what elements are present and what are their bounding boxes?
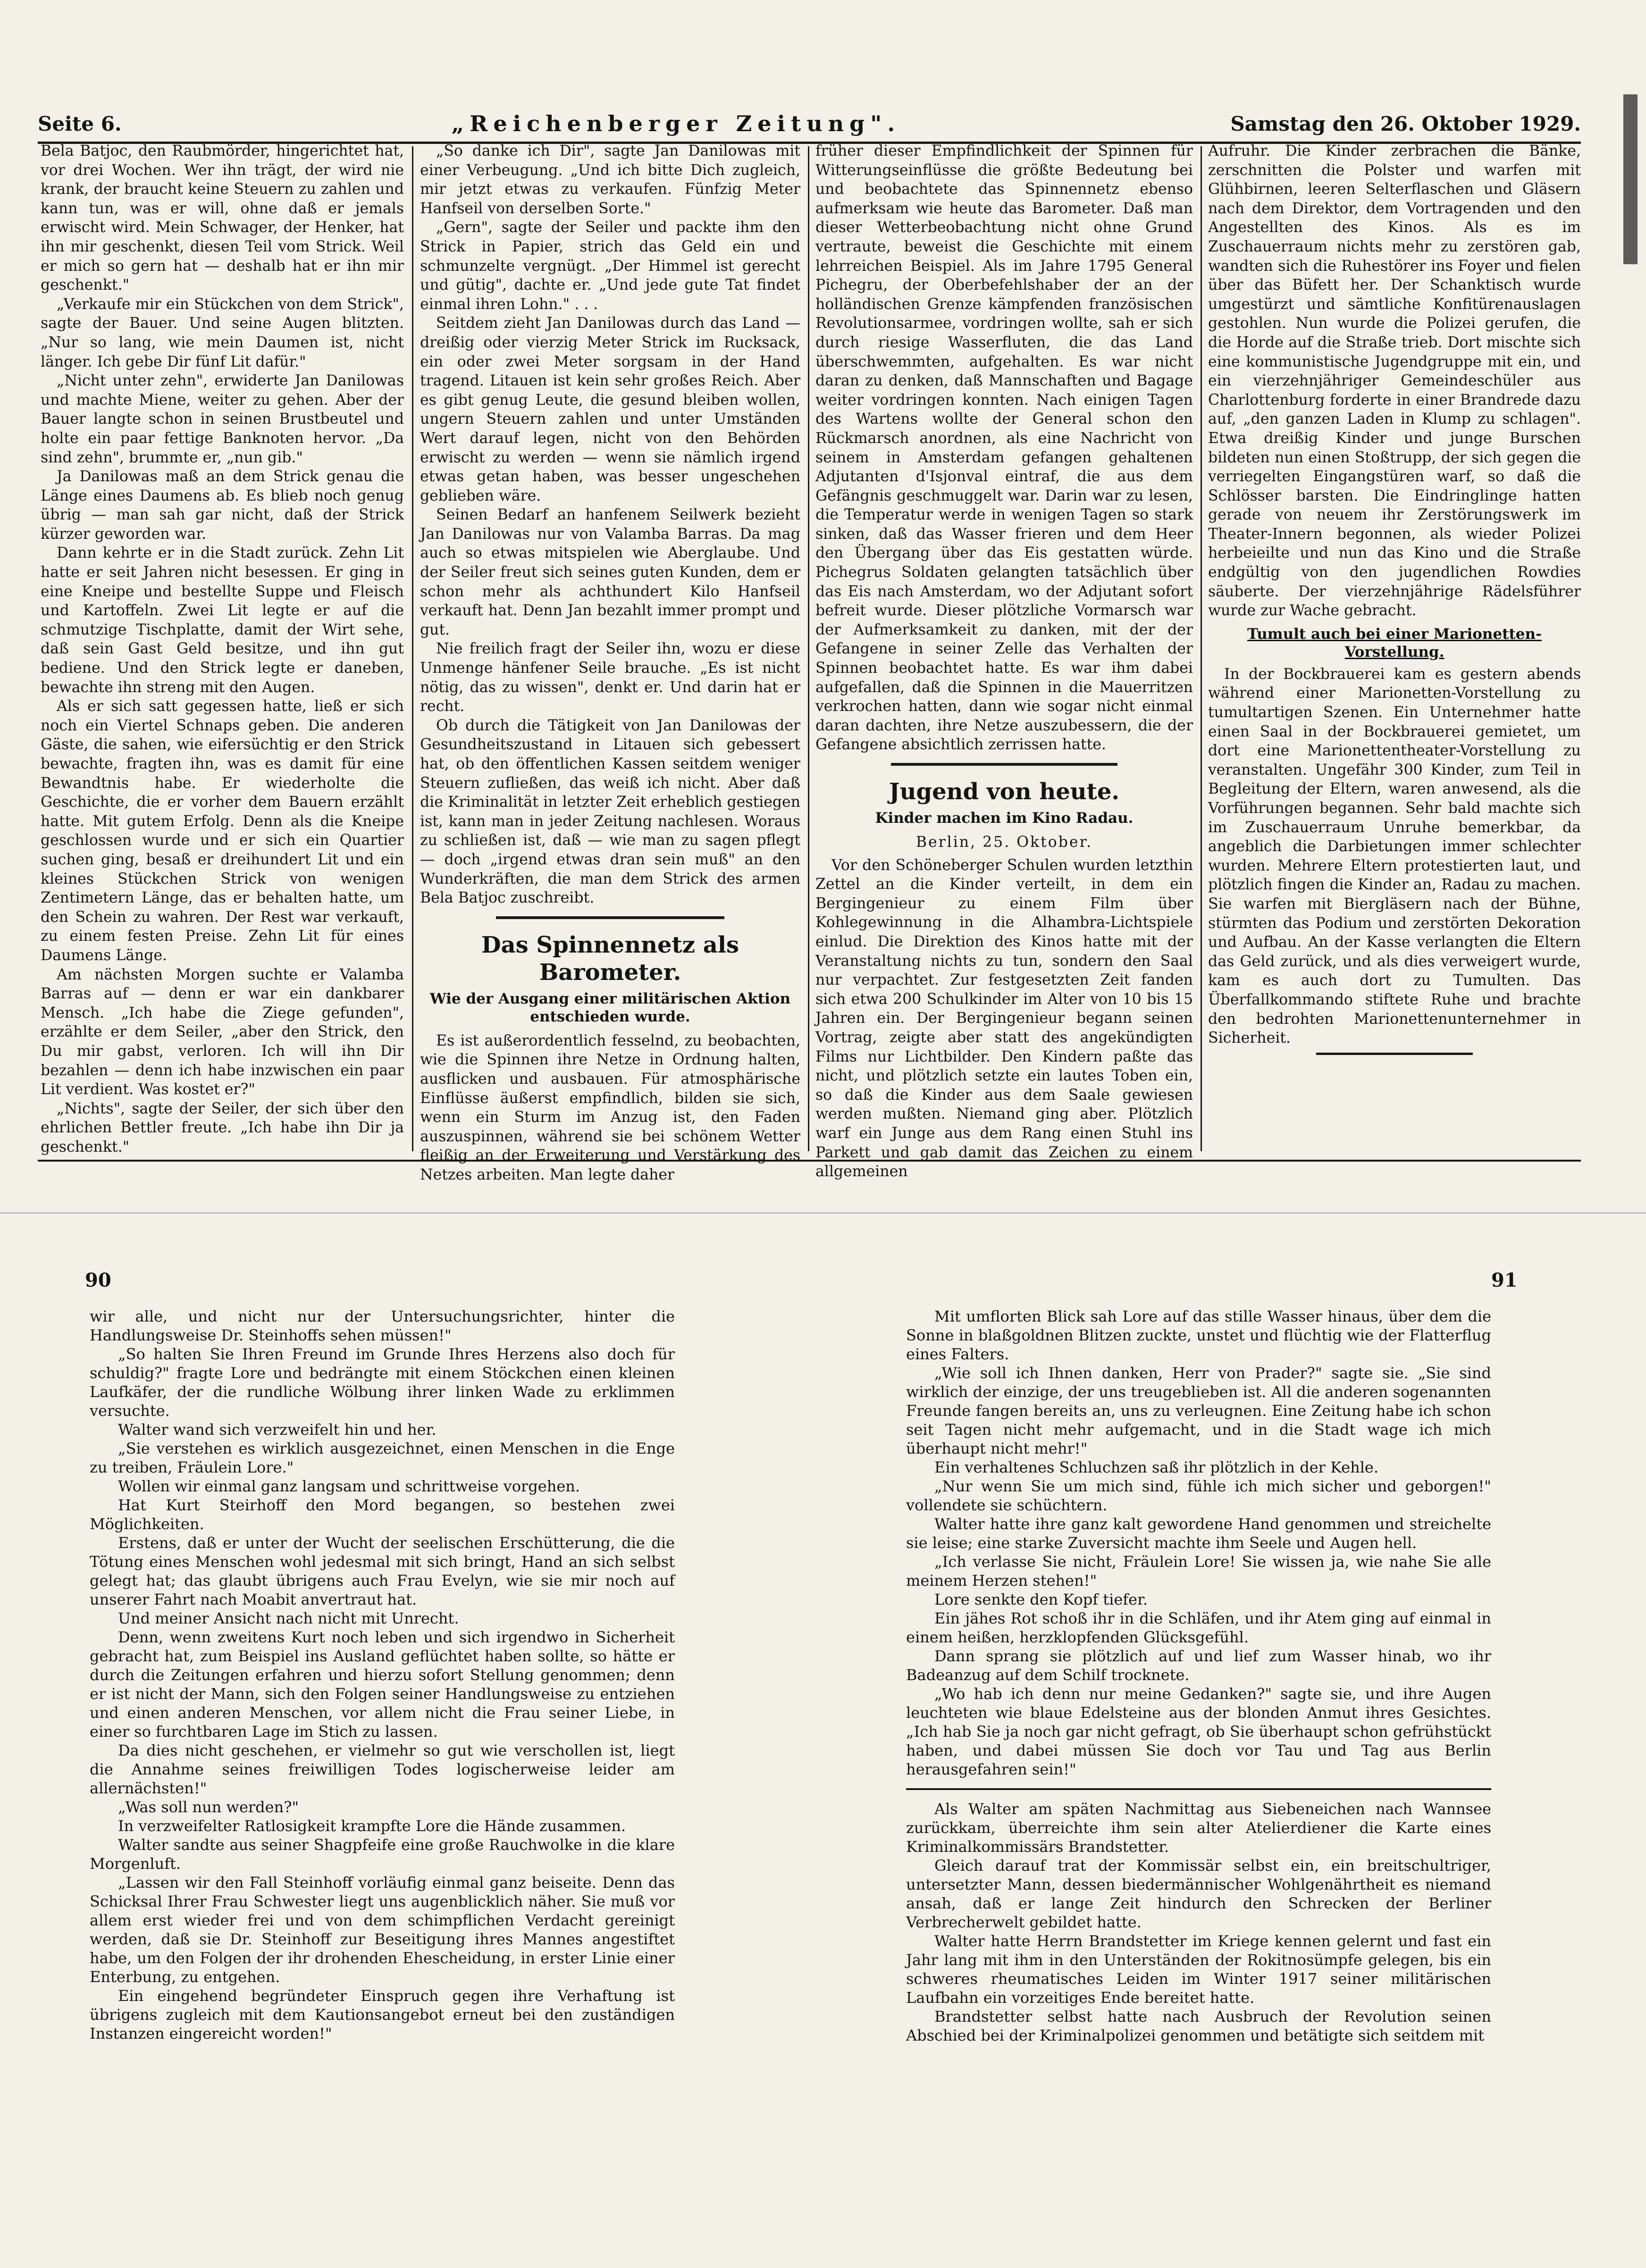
novel-paragraph: „Was soll nun werden?"	[118, 1798, 299, 1816]
dateline: Berlin, 25. Oktober.	[915, 834, 1093, 851]
novel-paragraph: wir alle, und nicht nur der Untersuchungsrichter, hinter die Handlungsweise Dr. Steinhoffs sehen müssen!"	[90, 1307, 675, 1344]
story-paragraph: Ja Danilowas maß an dem Strick genau die Länge eines Daumens ab. Es blieb noch genug übrig — man sah gar nicht, daß der Strick kürzer geworden war.	[41, 468, 404, 543]
novel-paragraph: „Wo hab ich denn nur meine Gedanken?" sagte sie, und ihre Augen leuchteten wie blaue Edelsteine aus der blonden Anmut ihres Gesichtes. „Ich hab Sie ja noch gar nicht gefragt, ob Sie überhaupt schon gefrühstückt haben, und dabei müssen Sie doch vor Tau und Tag aus Berlin herausgefahren sein!"	[906, 1685, 1491, 1778]
report-paragraph: Aufruhr. Die Kinder zerbrachen die Bänke, zerschnitten die Polster und warfen mit Glühbirnen, leeren Selterflaschen und Gläsern nach dem Direktor, dem Vortragenden und den Angestellten des Kinos. Als es im Zuschauerraum nichts mehr zu zerstören gab, wandten sich die Ruhestörer ins Foyer und fielen über das Büfett her. Der Schanktisch wurde umgestürzt und sämtliche Konfitürenauslagen gestohlen. Nun wurde die Polizei gerufen, die die Horde auf die Straße trieb. Dort mischte sich eine kommunistische Jugendgruppe mit ein, und ein vierzehnjähriger Gemeindeschüler aus Charlottenburg forderte in einer Brandrede dazu auf, „den ganzen Laden in Klump zu schlagen". Etwa dreißig Kinder und junge Burschen bildeten nun einen Stoßtrupp, der sich gegen die verriegelten Eingangstüren warf, so daß die Schlösser barsten. Die Eindringlinge hatten gerade von neuem ihr Zerstörungswerk im Theater-Innern begonnen, als wieder Polizei herbeieilte und nun das Kino und die Straße endgültig von den jugendlichen Rowdies säuberte. Der vierzehnjährige Rädelsführer wurde zur Wache gebracht.	[1208, 142, 1581, 619]
separator-rule	[1316, 1053, 1473, 1055]
separator-rule	[496, 916, 724, 919]
section-rule	[38, 1160, 1581, 1162]
story-paragraph: „Nichts", sagte der Seiler, der sich über den ehrlichen Bettler freute. „Ich habe ihn Dir ja geschenkt."	[41, 1100, 404, 1155]
story-paragraph: Ob durch die Tätigkeit von Jan Danilowas der Gesundheitszustand in Litauen sich gebessert hat, ob den öffentlichen Kassen seitdem weniger Steuern zufließen, das weiß ich nicht. Aber daß die Kriminalität in letzter Zeit erheblich gestiegen ist, kann man in jeder Zeitung nachlesen. Woraus zu schließen ist, daß — wie man zu sagen pflegt — doch „irgend etwas dran sein muß" an den Wunderkräften, die man dem Strick des armen Bela Batjoc zuschreibt.	[420, 717, 800, 907]
story-paragraph: Als er sich satt gegessen hatte, ließ er sich noch ein Viertel Schnaps geben. Die anderen Gäste, die sahen, wie eifersüchtig er den Strick bewachte, fragten ihn, was es damit für eine Bewandtnis habe. Er wiederholte die Geschichte, die er vorher dem Bauern erzählt hatte. Mit gutem Erfolg. Denn als die Kneipe geschlossen wurde und er sich ein Quartier suchen ging, besaß er dreihundert Lit und ein kleines Stückchen Strick von wenigen Zentimetern Länge, das er behalten hatte, um den Schein zu wahren. Der Rest war verkauft, zu einem festen Preise. Zehn Lit für eines Daumens Länge.	[41, 698, 404, 964]
page-label: Seite 6.	[38, 112, 122, 135]
story-paragraph: Seinen Bedarf an hanfenem Seilwerk bezieht Jan Danilowas nur von Valamba Barras. Da mag auch so etwas mitspielen wie Aberglaube. Und der Seiler freut sich seines guten Kunden, dem er schon mehr als achthundert Kilo Hanfseil verkauft hat. Denn Jan bezahlt immer prompt und gut.	[420, 506, 800, 638]
novel-paragraph: Ein eingehend begründeter Einspruch gegen ihre Verhaftung ist übrigens zugleich mit dem Kautionsangebot erneut bei den zuständigen Instanzen eingereicht worden!"	[90, 1987, 675, 2042]
novel-paragraph: Ein verhaltenes Schluchzen saß ihr plötzlich in der Kehle.	[934, 1458, 1379, 1476]
novel-paragraph: Walter hatte Herrn Brandstetter im Kriege kennen gelernt und fast ein Jahr lang mit ihm in den Unterständen der Rokitnosümpfe gelegen, bis ein schweres rheumatisches Leiden im Winter 1917 seiner militärischen Laufbahn ein vorzeitiges Ende bereitet hatte.	[906, 1932, 1491, 2007]
report-paragraph: Vor den Schöneberger Schulen wurden letzthin Zettel an die Kinder verteilt, in dem ein Bergingenieur zu einem Film über Kohlegewinnung in die Alhambra-Lichtspiele einlud. Die Direktion des Kinos hatte mit der Veranstaltung nichts zu tun, sondern den Saal nur verpachtet. Zur festgesetzten Zeit fanden sich etwa 200 Schulkinder im Alter von 10 bis 15 Jahren ein. Der Bergingenieur begann seinen Vortrag, zeigte aber statt des angekündigten Films nur Lichtbilder. Den Kindern paßte das nicht, und plötzlich setzte ein lautes Toben ein, so daß die Kinder aus dem Saale gewiesen werden mußten. Niemand ging aber. Plötzlich warf ein Junge aus dem Rang einen Stuhl ins Parkett und gab damit das Zeichen zu einem allgemeinen	[815, 856, 1193, 1180]
story-paragraph: „So danke ich Dir", sagte Jan Danilowas mit einer Verbeugung. „Und ich bitte Dich zugleich, mir jetzt etwas zu verkaufen. Fünfzig Meter Hanfseil von derselben Sorte."	[420, 142, 800, 217]
novel-paragraph: Mit umflorten Blick sah Lore auf das stille Wasser hinaus, über dem die Sonne in blaßgoldnen Blitzen zuckte, unstet und flüchtig wie der Flatterflug eines Falters.	[906, 1307, 1491, 1363]
novel-paragraph: „So halten Sie Ihren Freund im Grunde Ihres Herzens also doch für schuldig?" fragte Lore und bedrängte mit einem Stöckchen einen kleinen Laufkäfer, der die rundliche Wölbung ihrer linken Wade zu erklimmen versuchte.	[90, 1345, 675, 1420]
column-3	[815, 142, 1193, 1180]
novel-paragraph: Wollen wir einmal ganz langsam und schrittweise vorgehen.	[118, 1477, 580, 1495]
section-separator	[906, 1788, 1491, 1790]
article-subhead: Wie der Ausgang einer militärischen Aktion entschieden wurde.	[429, 990, 791, 1025]
novel-paragraph: Hat Kurt Steirhoff den Mord begangen, so bestehen zwei Möglichkeiten.	[90, 1496, 675, 1533]
novel-paragraph: Erstens, daß er unter der Wucht der seelischen Erschütterung, die die Tötung eines Menschen wohl jedesmal mit sich bringt, Hand an sich selbst gelegt hat; das glaubt übrigens auch Frau Evelyn, wie sie mir noch auf unserer Fahrt nach Moabit anvertraut hat.	[90, 1534, 675, 1608]
novel-paragraph: Als Walter am späten Nachmittag aus Siebeneichen nach Wannsee zurückkam, überreichte ihm sein alter Atelierdiener die Karte eines Kriminalkommissärs Brandstetter.	[906, 1800, 1491, 1856]
novel-page-left	[90, 1307, 675, 2043]
novel-paragraph: Walter wand sich verzweifelt hin und her.	[118, 1421, 437, 1439]
story-paragraph: Am nächsten Morgen suchte er Valamba Barras auf — denn er war ein dankbarer Mensch. „Ich habe die Ziege gefunden", erzählte er dem Seiler, „aber den Strick, den Du mir gabst, verloren. Ich will ihn Dir bezahlen — denn ich habe inzwischen ein paar Lit verdient. Was kostet er?"	[41, 966, 404, 1098]
issue-date: Samstag den 26. Oktober 1929.	[1230, 112, 1581, 135]
column-divider	[1201, 146, 1202, 1151]
article-paragraph: Es ist außerordentlich fesselnd, zu beobachten, wie die Spinnen ihre Netze in Ordnung halten, ausflicken und ausbauen. Für atmosphärische Einflüsse äußerst empfindlich, bilden sie sich, wenn ein Sturm im Anzug ist, den Faden auszuspinnen, während sie bei schönem Wetter fleißig an der Erweiterung und Verstärkung des Netzes arbeiten. Man legte daher	[420, 1032, 800, 1183]
novel-paragraph: Denn, wenn zweitens Kurt noch leben und sich irgendwo in Sicherheit gebracht hat, zum Beispiel ins Ausland geflüchtet haben sollte, so hätte er durch die Zeitungen erfahren und hierzu sofort Stellung genommen; denn er ist nicht der Mann, sich den Folgen seiner Handlungsweise zu entziehen und einen anderen Menschen, vor allem nicht die Frau seiner Liebe, in einer so furchtbaren Lage im Stich zu lassen.	[90, 1628, 675, 1741]
story-paragraph: „Nicht unter zehn", erwiderte Jan Danilowas und machte Miene, weiter zu gehen. Aber der Bauer langte schon in seinen Brustbeutel und holte ein paar fettige Banknoten hervor. „Da sind zehn", brummte er, „nun gib."	[41, 372, 404, 466]
article-headline: Das Spinnennetz als Barometer.	[481, 931, 739, 986]
story-paragraph: Bela Batjoc, den Raubmörder, hingerichtet hat, vor drei Wochen. Wer ihn trägt, der wird nie krank, der braucht keine Steuern zu zahlen und kann tun, was er will, ohne daß er jemals erwischt wird. Mein Schwager, der Henker, hat ihn mir geschenkt, diesen Teil vom Strick. Weil er mich so gern hat — deshalb hat er ihn mir geschenkt."	[41, 142, 404, 294]
masthead	[38, 105, 1581, 142]
article-headline: Jugend von heute.	[889, 778, 1120, 805]
page-number-right: 91	[1491, 1269, 1518, 1291]
novel-paragraph: Lore senkte den Kopf tiefer.	[934, 1590, 1148, 1608]
novel-paragraph: Brandstetter selbst hatte nach Ausbruch der Revolution seinen Abschied bei der Kriminalpolizei genommen und betätigte sich seitdem mit	[906, 2008, 1491, 2044]
column-divider	[412, 146, 413, 1151]
story-paragraph: Nie freilich fragt der Seiler ihn, wozu er diese Unmenge hänfener Seile brauche. „Es ist nicht nötig, das zu wissen", denkt er. Und darin hat er recht.	[420, 640, 800, 715]
newspaper-title: „Reichenberger Zeitung".	[451, 111, 901, 136]
edge-strip	[1623, 94, 1638, 264]
novel-paragraph: Ein jähes Rot schoß ihr in die Schläfen, und ihr Atem ging auf einmal in einem heißen, herzklopfenden Glücksgefühl.	[906, 1609, 1491, 1646]
novel-paragraph: Gleich darauf trat der Kommissär selbst ein, ein breitschultriger, untersetzter Mann, dessen biedermännischer Wohlgenährtheit es niemand ansah, daß er lange Zeit hindurch den Schrecken der Berliner Verbrecherwelt gebildet hatte.	[906, 1857, 1491, 1931]
report-paragraph: In der Bockbrauerei kam es gestern abends während einer Marionetten-Vorstellung zu tumultartigen Szenen. Ein Unternehmer hatte einen Saal in der Bockbrauerei gemietet, um dort eine Marionettentheater-Vorstellung zu veranstalten. Ungefähr 300 Kinder, zum Teil in Begleitung der Eltern, waren anwesend, als die Vorführungen begannen. Sehr bald machte sich im Zuschauerraum Unruhe bemerkbar, da angeblich die Darbietungen immer schlechter wurden. Mehrere Eltern protestierten laut, und plötzlich fingen die Kinder an, Radau zu machen. Sie warfen mit Biergläsern nach der Bühne, stürmten das Podium und zerstörten Dekoration und Aufbau. An der Kasse verlangten die Eltern das Geld zurück, und als dies verweigert wurde, kam es auch dort zu Tumulten. Das Überfallkommando stiftete Ruhe und brachte den bedrohten Marionettenunternehmer in Sicherheit.	[1208, 665, 1581, 1047]
fold-rule	[0, 1213, 1646, 1214]
novel-paragraph: „Ich verlasse Sie nicht, Fräulein Lore! Sie wissen ja, wie nahe Sie alle meinem Herzen stehen!"	[906, 1553, 1491, 1590]
article-subhead: Tumult auch bei einer Marionetten-Vorstellung.	[1247, 625, 1542, 661]
novel-paragraph: Walter hatte ihre ganz kalt gewordene Hand genommen und streichelte sie leise; eine starke Zuversicht machte ihm Seele und Augen hell.	[906, 1515, 1491, 1552]
story-paragraph: Dann kehrte er in die Stadt zurück. Zehn Lit hatte er seit Jahren nicht besessen. Er ging in eine Kneipe und bestellte Suppe und Fleisch und Kartoffeln. Zwei Lit legte er auf die schmutzige Tischplatte, damit der Wirt sehe, daß sein Gast Geld besitze, und ihn gut bediene. Und den Strick legte er daneben, bewachte ihn streng mit den Augen.	[41, 544, 404, 696]
novel-paragraph: In verzweifelter Ratlosigkeit krampfte Lore die Hände zusammen.	[118, 1817, 626, 1835]
novel-paragraph: „Nur wenn Sie um mich sind, fühle ich mich sicher und geborgen!" vollendete sie schüchtern.	[906, 1477, 1491, 1514]
article-subhead: Kinder machen im Kino Radau.	[875, 810, 1134, 827]
column-2	[420, 142, 800, 1183]
story-paragraph: Seitdem zieht Jan Danilowas durch das Land — dreißig oder vierzig Meter Strick im Rucksack, ein oder zwei Meter sorgsam in der Hand tragend. Litauen ist kein sehr großes Reich. Aber es gibt genug Leute, die gesund bleiben wollen, ungern Steuern zahlen und unter Umständen Wert darauf legen, nicht von den Behörden erwischt zu werden — wenn sie nämlich irgend etwas getan haben, was besser ungeschehen geblieben wäre.	[420, 315, 800, 504]
separator-rule	[891, 763, 1117, 766]
novel-paragraph: Dann sprang sie plötzlich auf und lief zum Wasser hinab, wo ihr Badeanzug auf dem Schilf trocknete.	[906, 1647, 1491, 1684]
story-paragraph: „Gern", sagte der Seiler und packte ihm den Strick in Papier, strich das Geld ein und schmunzelte vergnügt. „Der Himmel ist gerecht und gütig", dachte er. „Und jede gute Tat findet einmal ihren Lohn." . . .	[420, 219, 800, 313]
novel-paragraph: „Lassen wir den Fall Steinhoff vorläufig einmal ganz beiseite. Denn das Schicksal Ihrer Frau Schwester liegt uns augenblicklich näher. Sie muß vor allem erst wieder frei und von dem schimpflichen Verdacht gereinigt werden, daß sie Dr. Steinhoff zur Beseitigung ihres Mannes angestiftet habe, um den Folgen der ihr drohenden Ehescheidung, in erster Linie einer Enterbung, zu entgehen.	[90, 1874, 675, 1986]
novel-paragraph: „Wie soll ich Ihnen danken, Herr von Prader?" sagte sie. „Sie sind wirklich der einzige, der uns treugeblieben ist. All die anderen sogenannten Freunde fangen bereits an, uns zu verleugnen. Eine Zeitung habe ich schon seit Tagen nicht mehr aufgemacht, und in die Stadt wage ich mich überhaupt nicht mehr!"	[906, 1364, 1491, 1457]
column-4	[1208, 142, 1581, 1156]
page-number-left: 90	[85, 1269, 111, 1291]
novel-paragraph: Da dies nicht geschehen, er vielmehr so gut wie verschollen ist, liegt die Annahme seines freiwilligen Todes logischerweise leider am allernächsten!"	[90, 1741, 675, 1797]
novel-paragraph: Und meiner Ansicht nach nicht mit Unrecht.	[118, 1609, 459, 1627]
novel-page-right	[906, 1307, 1491, 2045]
novel-paragraph: Walter sandte aus seiner Shagpfeife eine große Rauchwolke in die klare Morgenluft.	[90, 1836, 675, 1873]
column-divider	[808, 146, 809, 1151]
story-paragraph: „Verkaufe mir ein Stückchen von dem Strick", sagte der Bauer. Und seine Augen blitzten. „Nur so lang, wie mein Daumen ist, nicht länger. Ich gebe Dir fünf Lit dafür."	[41, 295, 404, 370]
column-1	[41, 142, 404, 1156]
novel-paragraph: „Sie verstehen es wirklich ausgezeichnet, einen Menschen in die Enge zu treiben, Fräulein Lore."	[90, 1439, 675, 1476]
article-paragraph: früher dieser Empfindlichkeit der Spinnen für Witterungseinflüsse die größte Bedeutung bei und beobachtete das Spinnennetz ebenso aufmerksam wie heute das Barometer. Daß man dieser Wetterbeobachtung nicht ohne Grund vertraute, beweist die Geschichte mit einem lehrreichen Beispiel. Als im Jahre 1795 General Pichegru, der Oberbefehlshaber der an der holländischen Grenze kämpfenden französischen Revolutionsarmee, vordringen wollte, sah er sich durch riesige Wasserfluten, die das Land überschwemmten, aufgehalten. Es war nicht daran zu denken, daß Mannschaften und Bagage weiter vordringen konnten. Nach einigen Tagen des Wartens wollte der General schon den Rückmarsch anordnen, als eine Nachricht von seinem in Amsterdam gefangen gehaltenen Adjutanten d'Isjonval eintraf, die aus dem Gefängnis geschmuggelt war. Darin war zu lesen, die Temperatur werde in wenigen Tagen so stark sinken, daß das Wasser frieren und dem Heer den Übergang über das Eis gestatten würde. Pichegrus Soldaten gelangten tatsächlich über das Eis nach Amsterdam, wo der Adjutant sofort befreit wurde. Dieser plötzliche Vormarsch war der Aufmerksamkeit zu danken, mit der der Gefangene in seiner Zelle das Verhalten der Spinnen beobachtet hatte. Es war ihm dabei aufgefallen, daß die Spinnen in die Mauerritzen verkrochen hatten, dann wie sogar nicht einmal daran dachten, ihre Netze auszubessern, die der Gefangene absichtlich zerrissen hatte.	[815, 142, 1193, 753]
